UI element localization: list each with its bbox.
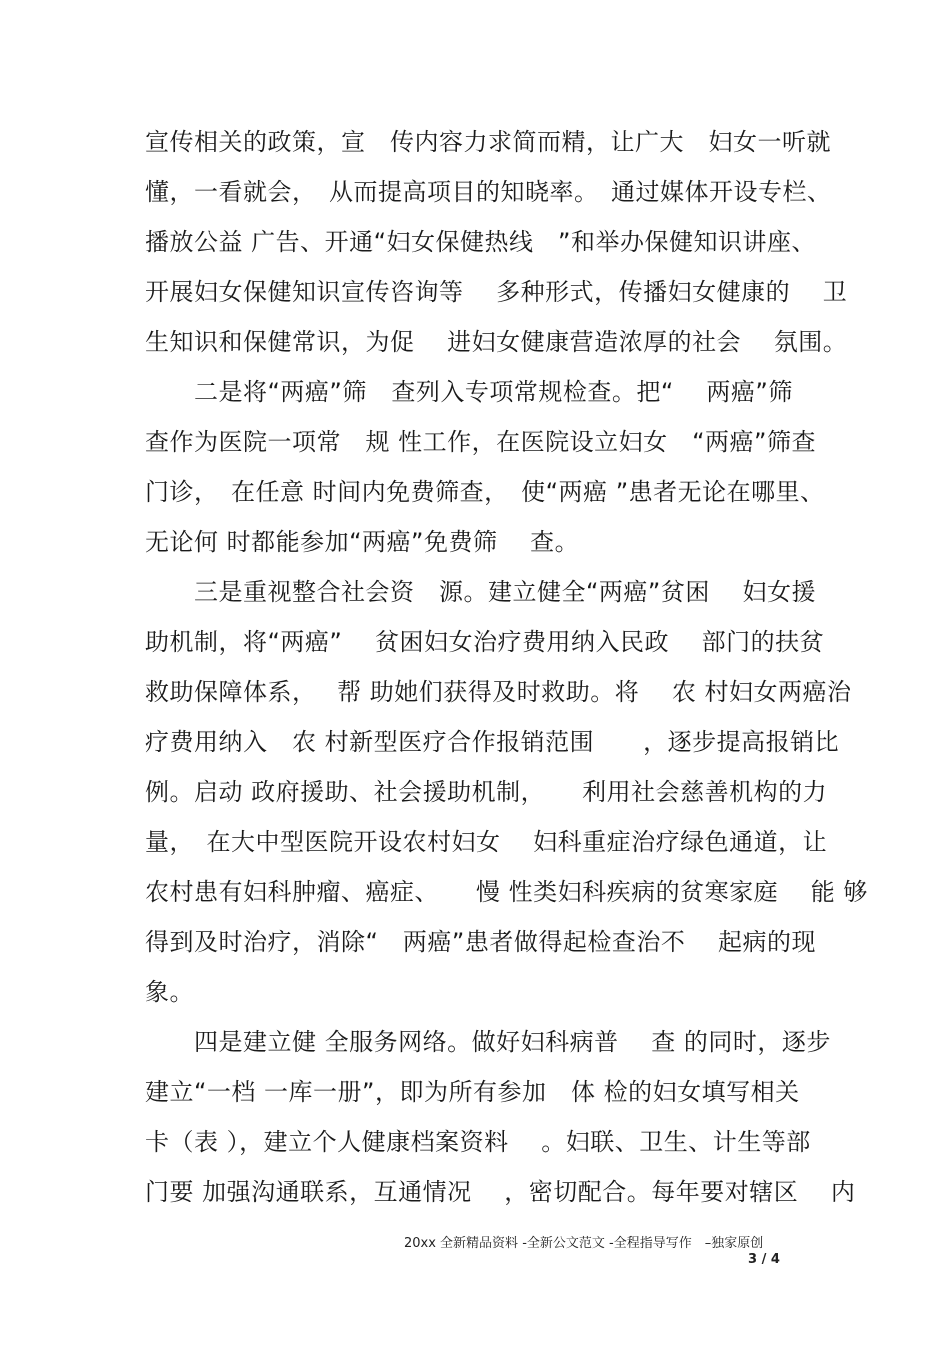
text-line: 象。 (145, 978, 194, 1006)
text-line: 建立“一档 一库一册”，即为所有参加 体 检的妇女填写相关 (145, 1078, 800, 1106)
text-line: 播放公益 广告、开通“妇女保健热线 ”和举办保健知识讲座、 (145, 228, 816, 256)
text-line: 助机制，将“两癌” 贫困妇女治疗费用纳入民政 部门的扶贫 (145, 628, 825, 656)
text-line: 卡（表 ），建立个人健康档案资料 。妇联、卫生、计生等部 (145, 1128, 811, 1156)
text-line: 二是将“两癌”筛 查列入专项常规检查。把“ 两癌”筛 (145, 378, 793, 406)
text-line: 例。启动 政府援助、社会援助机制， 利用社会慈善机构的力 (145, 778, 828, 806)
text-line: 生知识和保健常识，为促 进妇女健康营造浓厚的社会 氛围。 (145, 328, 848, 356)
text-line: 门要 加强沟通联系，互通情况 ，密切配合。每年要对辖区 内 (145, 1178, 856, 1206)
text-line: 疗费用纳入 农 村新型医疗合作报销范围 ，逐步提高报销比 (145, 728, 840, 756)
text-line: 量， 在大中型医院开设农村妇女 妇科重症治疗绿色通道，让 (145, 828, 828, 856)
text-line: 查作为医院一项常 规 性工作，在医院设立妇女 “两癌”筛查 (145, 428, 816, 456)
text-line: 救助保障体系， 帮 助她们获得及时救助。将 农 村妇女两癌治 (145, 678, 852, 706)
text-line: 宣传相关的政策，宣 传内容力求简而精，让广大 妇女一听就 (145, 128, 831, 156)
text-line: 门诊， 在任意 时间内免费筛查， 使“两癌 ”患者无论在哪里、 (145, 478, 825, 506)
text-line: 三是重视整合社会资 源。建立健全“两癌”贫困 妇女援 (145, 578, 816, 606)
page-number: 3 / 4 (748, 1252, 780, 1267)
text-line: 得到及时治疗，消除“ 两癌”患者做得起检查治不 起病的现 (145, 928, 816, 956)
text-line: 农村患有妇科肿瘤、癌症、 慢 性类妇科疾病的贫寒家庭 能 够 (145, 878, 868, 906)
text-line: 无论何 时都能参加“两癌”免费筛 查。 (145, 528, 580, 556)
footer-text: 20xx 全新精品资料 -全新公文范文 -全程指导写作 –独家原创 (404, 1236, 764, 1251)
text-line: 懂，一看就会， 从而提高项目的知晓率。 通过媒体开设专栏、 (145, 178, 832, 206)
text-line: 开展妇女保健知识宣传咨询等 多种形式，传播妇女健康的 卫 (145, 278, 848, 306)
text-line: 四是建立健 全服务网络。做好妇科病普 查 的同时，逐步 (145, 1028, 831, 1056)
